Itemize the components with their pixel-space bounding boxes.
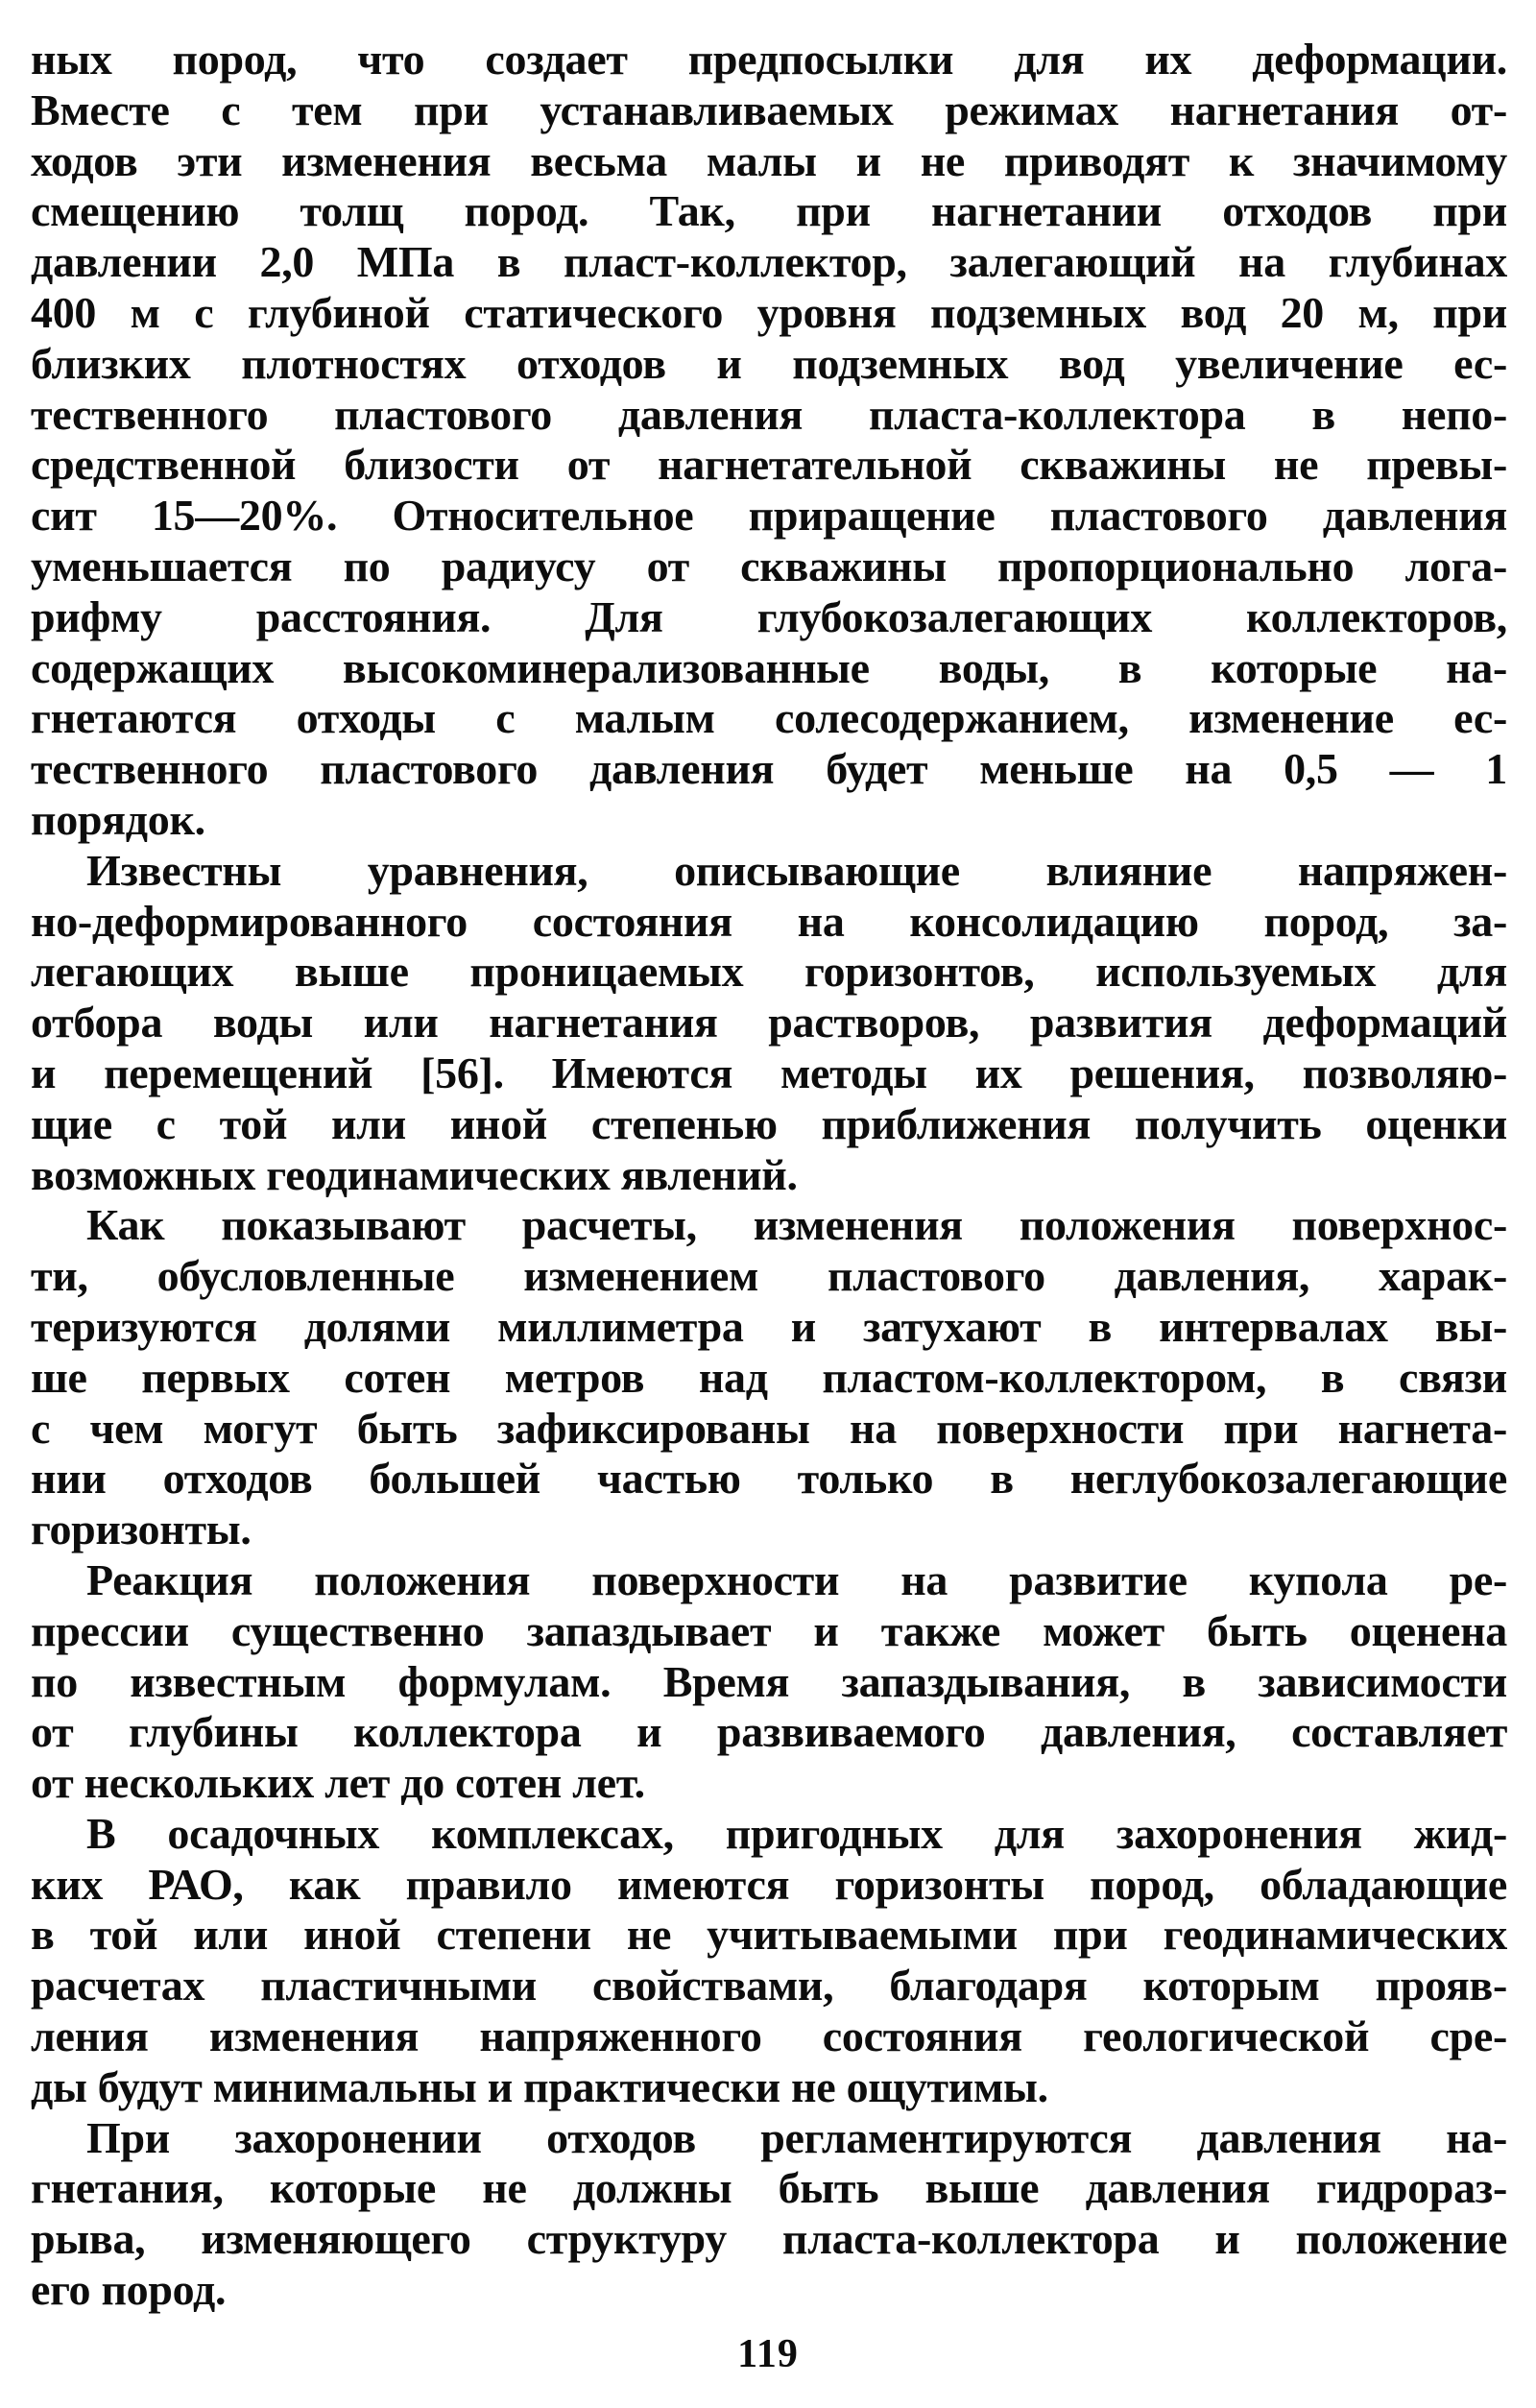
text-line: в той или иной степени не учитываемыми при геодинамических <box>31 1910 1507 1960</box>
text-line: Реакция положения поверхности на развитие купола ре- <box>86 1554 1507 1604</box>
text-line: его пород. <box>31 2265 227 2315</box>
text-line: прессии существенно запаздывает и также может быть оценена <box>31 1605 1507 1655</box>
text-line: теризуются долями миллиметра и затухают в интервалах вы- <box>31 1301 1507 1351</box>
text-line: гнетаются отходы с малым солесодержанием, изменение ес- <box>31 693 1507 743</box>
page-number: 119 <box>737 2332 799 2376</box>
text-line: от нескольких лет до сотен лет. <box>31 1758 645 1808</box>
body-text <box>31 35 1507 2316</box>
text-line: При захоронении отходов регламентируются давления на- <box>86 2112 1507 2162</box>
text-line: тественного пластового давления пласта-коллектора в непо- <box>31 389 1507 439</box>
paragraph <box>31 846 1507 1201</box>
text-line: легающих выше проницаемых горизонтов, используемых для <box>31 947 1507 997</box>
text-line: порядок. <box>31 794 205 844</box>
text-line: Как показывают расчеты, изменения положения поверхнос- <box>86 1200 1507 1250</box>
text-line: 400 м с глубиной статического уровня подземных вод 20 м, при <box>31 287 1507 337</box>
text-line: отбора воды или нагнетания растворов, развития деформаций <box>31 998 1507 1047</box>
text-line: ти, обусловленные изменением пластового давления, харак- <box>31 1251 1507 1301</box>
text-line: с чем могут быть зафиксированы на поверхности при нагнета- <box>31 1403 1507 1453</box>
text-line: от глубины коллектора и развиваемого давления, составляет <box>31 1707 1507 1757</box>
text-line: но-деформированного состояния на консолидацию пород, за- <box>31 896 1507 946</box>
paragraph <box>31 1200 1507 1555</box>
text-line: ды будут минимальны и практически не ощутимы. <box>31 2061 1048 2111</box>
text-line: гнетания, которые не должны быть выше давления гидрораз- <box>31 2163 1507 2213</box>
paragraph <box>31 35 1507 846</box>
text-line: ления изменения напряженного состояния геологической сре- <box>31 2011 1507 2061</box>
text-line: ких РАО, как правило имеются горизонты пород, обладающие <box>31 1859 1507 1909</box>
text-line: Известны уравнения, описывающие влияние напряжен- <box>86 845 1507 895</box>
text-line: ходов эти изменения весьма малы и не приводят к значимому <box>31 135 1507 185</box>
text-line: средственной близости от нагнетательной скважины не превы- <box>31 440 1507 490</box>
text-line: и перемещений [56]. Имеются методы их решения, позволяю- <box>31 1047 1507 1097</box>
text-line: давлении 2,0 МПа в пласт-коллектор, залегающий на глубинах <box>31 237 1507 287</box>
text-line: Вместе с тем при устанавливаемых режимах нагнетания от- <box>31 84 1507 134</box>
text-line: возможных геодинамических явлений. <box>31 1149 798 1199</box>
text-line: смещению толщ пород. Так, при нагнетании отходов при <box>31 186 1507 236</box>
text-line: ных пород, что создает предпосылки для их деформации. <box>31 35 1507 84</box>
text-line: тественного пластового давления будет меньше на 0,5 — 1 <box>31 744 1507 794</box>
text-line: нии отходов большей частью только в неглубокозалегающие <box>31 1454 1507 1504</box>
paragraph <box>31 1809 1507 2113</box>
text-line: близких плотностях отходов и подземных вод увеличение ес- <box>31 338 1507 388</box>
text-line: сит 15—20%. Относительное приращение пластового давления <box>31 491 1507 541</box>
text-line: содержащих высокоминерализованные воды, в которые на- <box>31 642 1507 692</box>
text-line: щие с той или иной степенью приближения получить оценки <box>31 1098 1507 1148</box>
text-line: уменьшается по радиусу от скважины пропорционально лога- <box>31 541 1507 590</box>
text-line: В осадочных комплексах, пригодных для захоронения жид- <box>86 1808 1507 1858</box>
paragraph <box>31 1555 1507 1809</box>
text-line: рыва, изменяющего структуру пласта-коллектора и положение <box>31 2214 1507 2264</box>
text-line: горизонты. <box>31 1505 252 1554</box>
text-line: рифму расстояния. Для глубокозалегающих коллекторов, <box>31 591 1507 641</box>
text-line: по известным формулам. Время запаздывания, в зависимости <box>31 1656 1507 1706</box>
paragraph <box>31 2113 1507 2316</box>
text-line: ше первых сотен метров над пластом-коллектором, в связи <box>31 1352 1507 1402</box>
text-line: расчетах пластичными свойствами, благодаря которым прояв- <box>31 1961 1507 2011</box>
